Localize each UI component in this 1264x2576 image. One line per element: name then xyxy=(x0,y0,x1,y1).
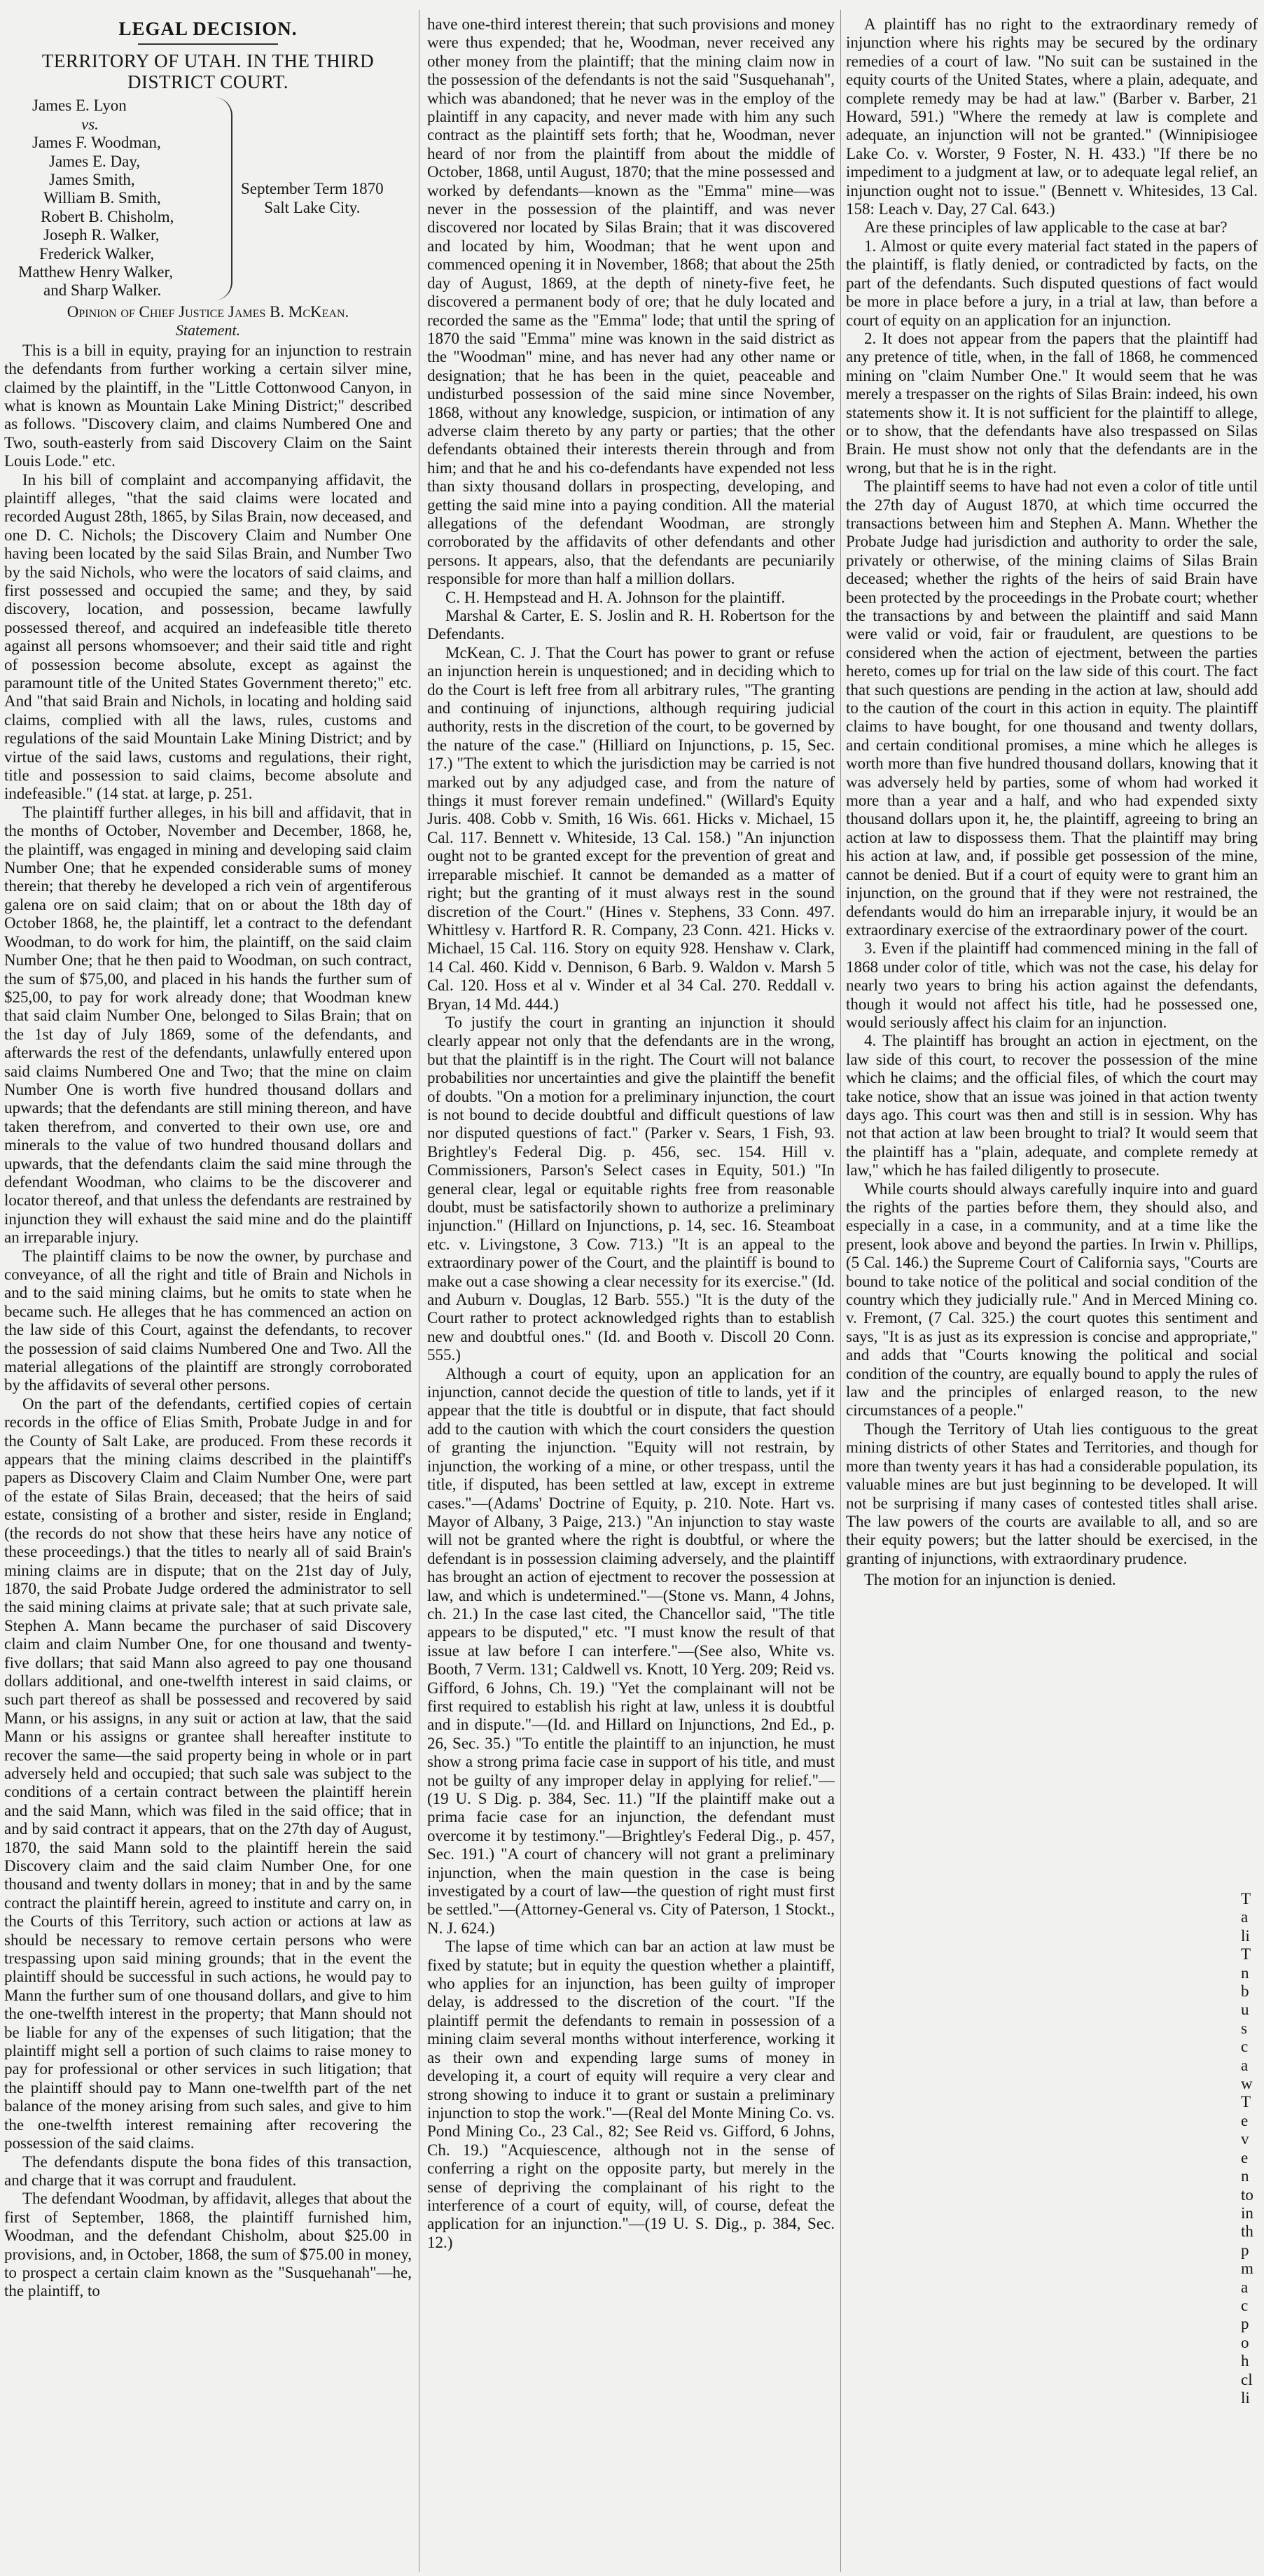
fragment-letter: n xyxy=(1241,2167,1249,2185)
case-caption xyxy=(4,97,412,300)
fragment-letter: b xyxy=(1241,1982,1249,2001)
fragment-letter: s xyxy=(1241,2019,1247,2037)
fragment-letter: to xyxy=(1241,2185,1253,2204)
paragraph: 1. Almost or quite every material fact stated in the papers of the plaintiff, is flatly denied, or contradicted by facts, on the part of the defendants. Such disputed questions of fact would be more in place before a jury, in a trial at law, than before a court of equity on an application for an injunction. xyxy=(846,237,1258,329)
counsel-defendants: Marshal & Carter, E. S. Joslin and R. H. Robertson for the Defendants. xyxy=(427,607,835,643)
column-3 xyxy=(846,15,1258,2570)
fragment-letter: p xyxy=(1241,2315,1249,2333)
fragment-letter: m xyxy=(1241,2260,1253,2278)
statement-heading: Statement. xyxy=(175,321,241,340)
paragraph: 4. The plaintiff has brought an action in ejectment, on the law side of this court, to recover the possession of the mine which he claims; and the official files, of which the court may take notice, show that an issue was joined in that action twenty days ago. This court was then and still is in session. Why has not that action at law been brought to trial? It would seem that the plaintiff has a "plain, adequate, and complete remedy at law," which he has failed diligently to prosecute. xyxy=(846,1032,1258,1180)
paragraph: Although a court of equity, upon an application for an injunction, cannot decide the question of title to lands, yet if it appear that the title is doubtful or in dispute, that fact should add to the caution with which the court considers the question of granting the injunction. "Equity will not restrain, by injunction, the working of a mine, or other trespass, until the title, if disputed, has been settled at law, except in extreme cases."—(Adams' Doctrine of Equity, p. 210. Note. Hart vs. Mayor of Albany, 3 Paige, 213.) "An injunction to stay waste will not be granted where the right is doubtful, or where the defendant is in possession claiming adversely, and the plaintiff has brought an action of ejectment to recover the possession at law, and which is undetermined."—(Stone vs. Mann, 4 Johns, ch. 21.) In the case last cited, the Chancellor said, "The title appears to be disputed," etc. "I must know the result of that issue at law before I can interfere."—(See also, White vs. Booth, 7 Verm. 131; Caldwell vs. Knott, 10 Yerg. 209; Reid vs. Gifford, 6 Johns, Ch. 19.) "Yet the complainant will not be first required to establish his right at law, unless it is doubtful and in dispute."—(Id. and Hillard on Injunctions, 2nd Ed., p. 26, Sec. 35.) "To entitle the plaintiff to an injunction, he must show a strong prima facie case in support of his title, and must not be guilty of any improper delay in applying for relief."—(19 U. S Dig. p. 384, Sec. 11.) "If the plaintiff make out a prima facie case for an injunction, the defendant must overcome it by testimony."—Brightley's Federal Dig., p. 457, Sec. 191.) "A court of chancery will not grant a preliminary injunction, when the main question in the case is being investigated by a court of law—the question of right must first be settled."—(Attorney-General vs. City of Paterson, 1 Stockt., N. J. 624.) xyxy=(427,1364,835,1937)
paragraph: While courts should always carefully inquire into and guard the rights of the parties before them, they should also, and especially in a case, in a community, and at a time like the present, look above and beyond the parties. In Irwin v. Phillips, (5 Cal. 146.) the Supreme Court of California says, "Courts are bound to take notice of the political and social condition of the country which they judicially rule." And in Merced Mining co. v. Fremont, (7 Cal. 325.) the court quotes this sentiment and says, "It is as just as its expression is concise and appropriate," and adds that "Courts knowing the political and social condition of the country, are equally bound to apply the rules of law and the principles of enlarged reason, to the new circumstances of a people." xyxy=(846,1180,1258,1420)
column-1 xyxy=(4,15,412,2570)
fragment-letter: e xyxy=(1241,2111,1249,2129)
defendant-name: Joseph R. Walker, xyxy=(43,226,160,244)
defendant-name: James Smith, xyxy=(49,171,135,189)
fragment-letter: li xyxy=(1241,1926,1250,1945)
plaintiff-name: James E. Lyon xyxy=(32,97,127,115)
opinion-heading: Opinion of Chief Justice James B. McKean. xyxy=(67,302,349,321)
adjacent-column-fragment xyxy=(1241,1890,1260,2407)
paragraph: A plaintiff has no right to the extraordinary remedy of injunction where his rights may be secured by the ordinary remedies of a court of law. "No suit can be sustained in the equity courts of the United States, where a plain, adequate, and complete remedy may be had at law." (Barber v. Barber, 21 Howard, 591.) "Where the remedy at law is complete and adequate, an injunction will not be granted." (Winnipisiogee Lake Co. v. Worster, 9 Foster, N. H. 433.) "If there be no impediment to a judgment at law, or to adequate legal relief, an injunction ought not to issue." (Bennett v. Whitesides, 13 Cal. 158: Leach v. Day, 27 Cal. 643.) xyxy=(846,15,1258,218)
fragment-letter: T xyxy=(1241,1890,1251,1907)
paragraph: The plaintiff seems to have had not even a color of title until the 27th day of August 1870, at which time occurred the transactions between him and Stephen A. Mann. Whether the Probate Judge had jurisdiction and authority to order the sale, privately or otherwise, of the mining claims of Silas Brain deceased; whether the rights of the heirs of said Brain have been protected by the proceedings in the Probate court; whether the transactions by and between the plaintiff and said Mann were valid or void, fair or fraudulent, are questions to be considered when the action of ejectment, between the parties hereto, comes up for trial on the law side of this court. The fact that such questions are pending in the action at law, should add to the caution of the court in this action in equity. The plaintiff claims to have bought, for one thousand and twenty dollars, and certain conditional promises, a mine which he alleges is worth more than five hundred thousand dollars, knowing that it was adversely held by parties, some of whom had worked it more than a year and a half, and who had expended sixty thousand dollars upon it, he, the plaintiff, agreeing to bring an action at law to dispossess them. That the plaintiff may bring his action at law, and, if possible get possession of the mine, cannot be denied. But if a court of equity were to grant him an injunction, on the ground that if they were not restrained, the defendants would do him an irreparable injury, it would be an extraordinary exercise of the extraordinary power of the court. xyxy=(846,477,1258,939)
fragment-letter: a xyxy=(1241,2278,1249,2296)
term-line: September Term 1870 xyxy=(241,180,384,198)
term-line: Salt Lake City. xyxy=(264,198,361,216)
fragment-letter: T xyxy=(1241,2093,1251,2111)
fragment-letter: T xyxy=(1241,1945,1251,1963)
column-2 xyxy=(427,15,835,2570)
defendant-name: and Sharp Walker. xyxy=(43,281,162,300)
fragment-letter: c xyxy=(1241,2296,1249,2314)
paragraph: Though the Territory of Utah lies contiguous to the great mining districts of other States and Territories, and though for more than twenty years it has had a considerable population, its valuable mines are but just beginning to be developed. It will not be surprising if many cases of contested titles shall arise. The law powers of the courts are available to all, and so are their equity powers; but the latter should be exercised, in the granting of injunctions, with extraordinary prudence. xyxy=(846,1420,1258,1567)
paragraph: This is a bill in equity, praying for an injunction to restrain the defendants from further working a certain silver mine, claimed by the plaintiff, in the "Little Cottonwood Canyon, in what is known as Mountain Lake Mining District;" described as follows. "Discovery claim, and claims Numbered One and Two, south-easterly from said Discovery Claim on the Saint Louis Lode." etc. xyxy=(4,341,412,470)
column-rule xyxy=(840,10,841,2572)
fragment-letter: c xyxy=(1241,2038,1249,2056)
court-term xyxy=(241,180,384,217)
paragraph: Are these principles of law applicable to the case at bar? xyxy=(864,218,1228,237)
paragraph: In his bill of complaint and accompanying affidavit, the plaintiff alleges, "that the said claims were located and recorded August 28th, 1865, by Silas Brain, now deceased, and one D. C. Nichols; the Discovery Claim and Number One having been located by the said Silas Brain, and Number Two by the said Nichols, who were the locators of said claims, and first possessed and occupied the same; and they, by said discovery, location, and possession, became lawfully possessed thereof, and acquired an indefeasible title thereto against all persons whomsoever; and their said title and right of possession become absolute, except as against the paramount title of the United States Government thereto;" etc. And "that said Brain and Nichols, in locating and holding said claims, complied with all the laws, rules, customs and regulations of the said Mountain Lake Mining District; and by virtue of the said laws, customs and regulations, their right, title and possession to said claims, become absolute and indefeasible." (14 stat. at large, p. 251. xyxy=(4,470,412,803)
paragraph: The plaintiff claims to be now the owner, by purchase and conveyance, of all the right and title of Brain and Nichols in and to the said mining claims, but he omits to state when he became such. He alleges that he has commenced an action on the law side of this Court, against the defendants, to recover the possession of said claims Numbered One and Two. All the material allegations of the plaintiff are strongly corroborated by the affidavits of several other persons. xyxy=(4,1247,412,1394)
parties xyxy=(4,97,214,300)
fragment-letter: n xyxy=(1241,1963,1249,1982)
paragraph: The plaintiff further alleges, in his bill and affidavit, that in the months of October, November and December, 1868, he, the plaintiff, was engaged in mining and developing said claim Number One; that he expended considerable sums of money therein; that thereby he developed a rich vein of argentiferous galena ore on said claim; that on or about the 18th day of October 1868, he, the plaintiff, let a contract to the defendant Woodman, to do work for him, the plaintiff, on the said claim Number One; that he then paid to Woodman, on such contract, the sum of $75,00, and placed in his hands the further sum of $25,00, to pay for work already done; that Woodman knew that said claim Number One, belonged to Silas Brain; that on the 1st day of July 1869, some of the defendants, and afterwards the rest of the defendants, unlawfully entered upon said claims Numbered One and Two; that the mine on claim Number One is worth five hundred thousand dollars and upwards; that the defendants are still mining thereon, and have taken therefrom, and converted to their own use, ore and minerals to the value of two hundred thousand dollars and upwards, that the defendants claim the said mine through the defendant Woodman, who claims to be the discoverer and locator thereof, and that unless the defendants are restrained by injunction they will exhaust the said mine and do the plaintiff an irreparable injury. xyxy=(4,803,412,1247)
fragment-letter: h xyxy=(1241,2352,1249,2370)
paragraph: To justify the court in granting an injunction it should clearly appear not only that the defendants are in the wrong, but that the plaintiff is in the right. The Court will not balance probabilities nor uncertainties and give the plaintiff the benefit of doubts. "On a motion for a preliminary injunction, the court is not bound to decide doubtful and difficult questions of law nor disputed questions of fact." (Parker v. Sears, 1 Fish, 93. Brightley's Federal Dig. p. 456, sec. 154. Hill v. Commissioners, Parson's Select cases in Equity, 501.) "In general clear, legal or equitable rights free from reasonable doubt, must be satisfactorily shown to authorize a preliminary injunction." (Hillard on Injunctions, p. 14, sec. 16. Steamboat etc. v. Livingstone, 3 Cow. 713.) "It is an appeal to the extraordinary power of the Court, and the plaintiff is bound to make out a case showing a clear necessity for its exercise." (Id. and Auburn v. Douglas, 12 Barb. 555.) "It is the duty of the Court rather to protect acknowledged rights than to establish new and doubtful ones." (Id. and Booth v. Discoll 20 Conn. 555.) xyxy=(427,1013,835,1364)
court-title: TERRITORY OF UTAH. IN THE THIRD DISTRICT COURT. xyxy=(41,50,375,93)
fragment-letter: th xyxy=(1241,2222,1253,2241)
fragment-letter: li xyxy=(1241,2388,1250,2407)
paragraph: On the part of the defendants, certified copies of certain records in the office of Elias Smith, Probate Judge in and for the County of Salt Lake, are produced. From these records it appears that the mining claims described in the plaintiff's papers as Discovery Claim and Claim Number One, were part of the estate of Silas Brain, deceased; that the heirs of said estate, consisting of a brother and sister, reside in England; (the records do not show that these heirs have any notice of these proceedings.) that the titles to nearly all of said Brain's mining claims are in dispute; that on the 21st day of July, 1870, the said Probate Judge ordered the administrator to sell the said mining claims at private sale; that at such private sale, Stephen A. Mann became the purchaser of said Discovery claim and claim Number One, for one thousand and twenty-five dollars; that said Mann also agreed to pay one thousand dollars additional, and one-twelfth interest in said claims, or such part thereof as shall be possessed and recovered by said Mann, or his assigns, in any suit or action at law, that the said Mann or his assigns or grantee shall hereafter institute to recover the same—the said property being in whole or in part adversely held and occupied; that such sale was subject to the conditions of a certain contract between the plaintiff herein and the said Mann, which was filed in the said office; that in and by said contract it appears, that on the 27th day of August, 1870, the said Mann sold to the plaintiff herein the said Discovery claim and the said claim Number One, for one thousand and twenty dollars in money; that in and by the same contract the plaintiff herein, agreed to institute and carry on, in the Courts of this Territory, such action or actions at law as should be necessary to remove certain persons who were trespassing upon said mining grounds; that in the event the plaintiff should be successful in such actions, he would pay to Mann the further sum of one thousand dollars, and give to him the one-twelfth interest in the property; that Mann should not be liable for any of the expenses of such litigation; that the plaintiff might sell a portion of such claims to raise money to pay for professional or other services in such litigation; that the plaintiff should pay to Mann one-twelfth part of the net balance of the money arising from such sales, and give to him the one-twelfth interest remaining after recovering the possession of the said claims. xyxy=(4,1394,412,2152)
defendant-name: Robert B. Chisholm, xyxy=(41,207,174,225)
paragraph: 2. It does not appear from the papers that the plaintiff had any pretence of title, when, in the fall of 1868, he commenced mining on "claim Number One." It would seem that he was merely a trespasser on the rights of Silas Brain: indeed, his own statements show it. It is not sufficient for the plaintiff to allege, or to show, that the defendants have also trespassed on Silas Brain. He must show not only that the defendants are in the wrong, but that he is in the right. xyxy=(846,329,1258,477)
header-rule xyxy=(138,43,278,45)
fragment-letter: u xyxy=(1241,2001,1249,2019)
headline: LEGAL DECISION. xyxy=(118,18,298,39)
defendant-name: Matthew Henry Walker, xyxy=(18,263,173,281)
fragment-letter: cl xyxy=(1241,2370,1253,2388)
paragraph: McKean, C. J. That the Court has power to grant or refuse an injunction herein is unquestioned; and in deciding which to do the Court is left free from all arbitrary rules, "The granting and continuing of injunctions, although requiring judicial authority, rests in the discretion of the court, to be governed by the nature of the case." (Hilliard on Injunctions, p. 15, Sec. 17.) "The extent to which the jurisdiction may be carried is not marked out by any adjudged case, and from the nature of things it must forever remain undefined." (Willard's Equity Juris. 408. Cobb v. Smith, 16 Wis. 661. Hicks v. Michael, 15 Cal. 117. Bennett v. Whiteside, 13 Cal. 158.) "An injunction ought not to be granted except for the prevention of great and irreparable mischief. It cannot be demanded as a matter of right; but the granting of it must always rest in the sound discretion of the Court." (Hines v. Stephens, 33 Conn. 497. Whittlesy v. Hartford R. R. Company, 23 Conn. 421. Hicks v. Michael, 15 Cal. 116. Story on equity 928. Henshaw v. Clark, 14 Cal. 460. Kidd v. Dennison, 6 Barb. 9. Waldon v. Marsh 5 Cal. 120. Hoss et al v. Winder et al 34 Cal. 270. Reddall v. Bryan, 14 Md. 444.) xyxy=(427,643,835,1013)
paragraph: have one-third interest therein; that such provisions and money were thus expended; that he, Woodman, never received any other money from the plaintiff; that the mining claim now in the possession of the defendants is not the said "Susquehanah", which was abandoned; that he never was in the employ of the plaintiff in any capacity, and never made with him any such contract as the plaintiff sets forth; that he, Woodman, never heard of nor from the plaintiff from about the middle of October, 1868, until August, 1870; that the mine possessed and worked by defendants—known as the "Emma" mine—was never in the possession of the plaintiff, and was never discovered nor located by Silas Brain; that it was discovered and located by him, Woodman; that he went upon and commenced opening it in November, 1868; that about the 25th day of August, 1869, at the depth of ninety-five feet, he discovered a permanent body of ore; that he duly located and recorded the same as the "Emma" lode; that until the spring of 1870 the said "Emma" mine was known in the said district as the "Woodman" mine, and has never had any other name or designation; that he has been in the quiet, peaceable and undisturbed possession of the said mine since November, 1868, without any knowledge, suspicion, or intimation of any adverse claim thereto by any party or parties; that the other defendants obtained their interests therein through and from him; and that he and his co-defendants have expended not less than sixty thousand dollars in prospecting, developing, and getting the said mine into a paying condition. All the material allegations of the defendant Woodman, are strongly corroborated by the affidavits of other defendants and other persons. It appears, also, that the defendants are pecuniarily responsible for more than half a million dollars. xyxy=(427,15,835,588)
fragment-letter: v xyxy=(1241,2130,1249,2148)
defendant-name: Frederick Walker, xyxy=(39,244,155,262)
fragment-letter: o xyxy=(1241,2333,1249,2351)
fragment-letter: w xyxy=(1241,2075,1253,2093)
counsel-plaintiff: C. H. Hempstead and H. A. Johnson for the plaintiff. xyxy=(445,588,786,606)
defendant-name: William B. Smith, xyxy=(43,189,161,207)
fragment-letter: p xyxy=(1241,2241,1249,2259)
paragraph: The lapse of time which can bar an action at law must be fixed by statute; but in equity the question whether a plaintiff, who applies for an injunction, has been guilty of improper delay, is addressed to the discretion of the court. "If the plaintiff permit the defendants to remain in possession of a mining claim several months without interference, working it as their own and expending large sums of money in developing it, a court of equity will require a very clear and strong showing to induce it to grant or sustain a preliminary injunction to stop the work."—(Real del Monte Mining Co. vs. Pond Mining Co., 23 Cal., 82; See Reid vs. Gifford, 6 Johns, Ch. 19.) "Acquiescence, although not in the sense of conferring a right on the opposite party, but merely in the sense of depriving the complainant of his right to the interference of a court of equity, will, of course, defeat the application for an injunction."—(19 U. S. Dig., p. 384, Sec. 12.) xyxy=(427,1938,835,2251)
versus: vs. xyxy=(81,115,99,133)
defendant-name: James F. Woodman, xyxy=(32,134,161,152)
fragment-letter: in xyxy=(1241,2204,1253,2222)
defendant-name: James E. Day, xyxy=(49,152,141,170)
closing-ruling: The motion for an injunction is denied. xyxy=(864,1571,1116,1589)
fragment-letter: e xyxy=(1241,2148,1249,2166)
paragraph: 3. Even if the plaintiff had commenced mining in the fall of 1868 under color of title, which was not the case, his delay for nearly two years to bring his action against the defendants, though it would not affect his title, had he possessed one, would seriously affect his claim for an injunction. xyxy=(846,939,1258,1031)
fragment-letter: a xyxy=(1241,2056,1249,2074)
fragment-letter: a xyxy=(1241,1908,1249,1926)
paragraph: The defendant Woodman, by affidavit, alleges that about the first of September, 1868, the plaintiff furnished him, Woodman, and the defendant Chisholm, about $25.00 in provisions, and, in October, 1868, the sum of $75.00 in money, to prospect a certain claim known as the "Susquehanah"—he, the plaintiff, to xyxy=(4,2190,412,2300)
caption-brace xyxy=(214,97,232,300)
paragraph: The defendants dispute the bona fides of this transaction, and charge that it was corrupt and fraudulent. xyxy=(4,2152,412,2189)
